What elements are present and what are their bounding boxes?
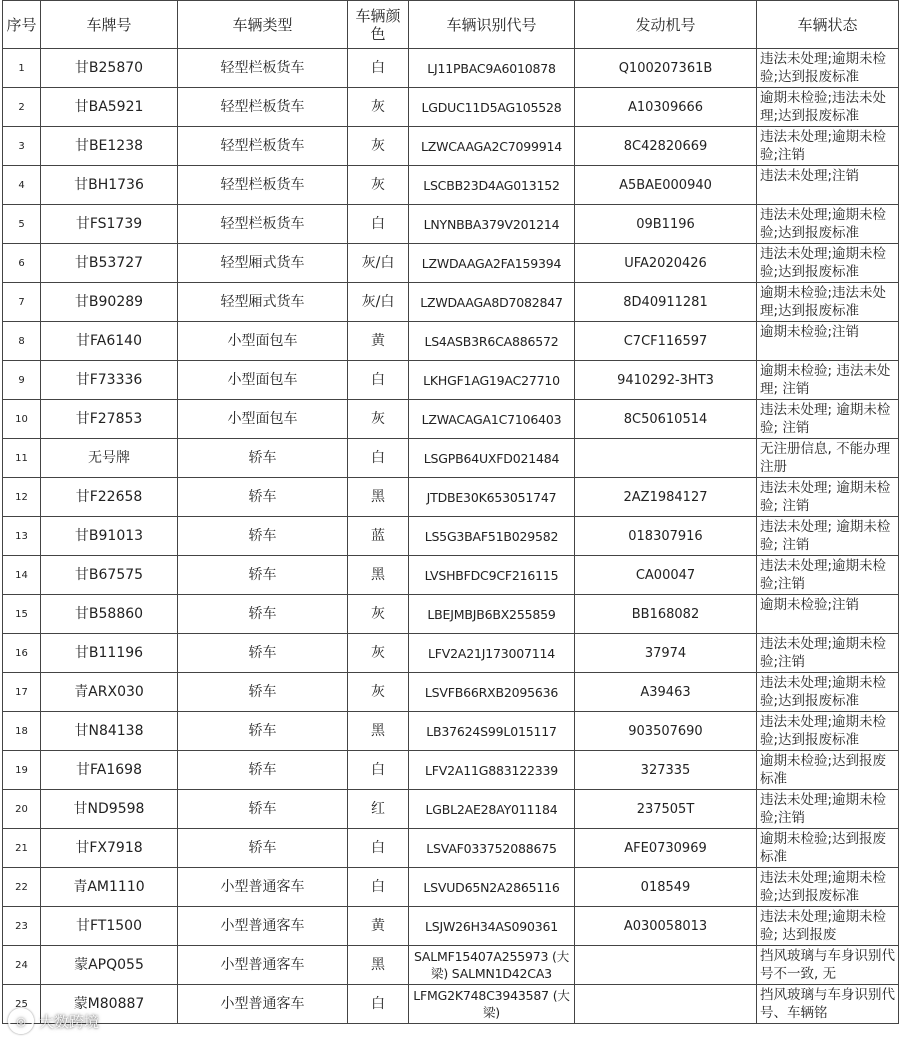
cell-no: 18 [3,712,41,751]
cell-engine: 018307916 [575,517,757,556]
vin-text: LBEJMBJB6BX255859 [427,606,556,622]
status-text: 逾期未检验;违法未处理;达到报废标准 [760,285,887,319]
status-text: 违法未处理;逾期未检验;达到报废标准 [760,207,887,241]
cell-engine: 237505T [575,790,757,829]
table-row [3,790,899,829]
table-row [3,244,899,283]
cell-type: 小型面包车 [178,400,348,439]
status-text: 挡风玻璃与车身识别代号不一致, 无 [760,948,895,982]
table-row [3,829,899,868]
cell-plate: 蒙APQ055 [41,946,178,985]
cell-color: 白 [348,868,409,907]
vin-text: LB37624S99L015117 [426,723,557,739]
cell-color: 红 [348,790,409,829]
cell-plate: 甘B25870 [41,49,178,88]
table-row [3,439,899,478]
status-text: 违法未处理;逾期未检验;达到报废标准 [760,51,887,85]
cell-vin [409,829,575,868]
status-text: 违法未处理;逾期未检验;注销 [760,636,887,670]
cell-color: 黑 [348,478,409,517]
vin-text: JTDBE30K653051747 [426,489,557,505]
cell-vin [409,673,575,712]
vin-text: LGDUC11D5AG105528 [421,99,562,115]
table-row [3,946,899,985]
cell-plate: 甘B53727 [41,244,178,283]
cell-plate: 甘FX7918 [41,829,178,868]
cell-vin [409,88,575,127]
table-row [3,751,899,790]
cell-plate: 甘B67575 [41,556,178,595]
cell-status [757,517,899,556]
cell-plate: 蒙M80887 [41,985,178,1024]
vin-text: LZWDAAGA2FA159394 [421,255,562,271]
cell-plate: 甘BA5921 [41,88,178,127]
status-text: 违法未处理;逾期未检验;达到报废标准 [760,675,887,709]
cell-type: 轿车 [178,673,348,712]
cell-plate: 青ARX030 [41,673,178,712]
vin-text: LGBL2AE28AY011184 [425,801,558,817]
vin-text: SALMF15407A255973 (大梁) SALMN1D42CA3 [413,949,570,981]
table-row [3,517,899,556]
status-text: 逾期未检验;达到报废标准 [760,753,887,787]
cell-no: 20 [3,790,41,829]
cell-type: 轻型栏板货车 [178,88,348,127]
cell-color: 白 [348,361,409,400]
cell-status [757,751,899,790]
cell-color: 黄 [348,907,409,946]
status-text: 违法未处理;逾期未检验;注销 [760,558,887,592]
table-row [3,400,899,439]
cell-color: 灰 [348,88,409,127]
cell-color: 黑 [348,946,409,985]
table-row [3,556,899,595]
cell-vin [409,751,575,790]
table-row [3,868,899,907]
vin-text: LFV2A11G883122339 [425,762,558,778]
cell-color: 灰 [348,127,409,166]
cell-status [757,322,899,361]
cell-plate: 甘BE1238 [41,127,178,166]
cell-status [757,985,899,1024]
cell-type: 轿车 [178,790,348,829]
cell-type: 轻型栏板货车 [178,166,348,205]
cell-type: 小型普通客车 [178,985,348,1024]
cell-vin [409,985,575,1024]
vin-text: LSVUD65N2A2865116 [423,879,560,895]
cell-status [757,946,899,985]
vin-text: LVSHBFDC9CF216115 [424,567,559,583]
table-row [3,205,899,244]
cell-color: 灰 [348,634,409,673]
vin-text: LSCBB23D4AG013152 [423,177,560,193]
cell-engine: A39463 [575,673,757,712]
cell-no: 16 [3,634,41,673]
cell-status [757,244,899,283]
cell-no: 21 [3,829,41,868]
cell-vin [409,400,575,439]
status-text: 违法未处理;逾期未检验;注销 [760,792,887,826]
cell-no: 8 [3,322,41,361]
cell-status [757,127,899,166]
vin-text: LZWDAAGA8D7082847 [420,294,563,310]
cell-status [757,868,899,907]
header-vin: 车辆识别代号 [409,1,575,49]
cell-plate: 甘B91013 [41,517,178,556]
cell-color: 白 [348,49,409,88]
cell-status [757,790,899,829]
cell-no: 24 [3,946,41,985]
cell-type: 轻型栏板货车 [178,49,348,88]
vehicle-table [2,0,899,1024]
table-body [3,49,899,1024]
cell-engine: 903507690 [575,712,757,751]
cell-plate: 甘BH1736 [41,166,178,205]
cell-status [757,283,899,322]
cell-type: 轻型厢式货车 [178,244,348,283]
cell-color: 灰/白 [348,244,409,283]
cell-type: 小型面包车 [178,361,348,400]
cell-plate: 甘FT1500 [41,907,178,946]
cell-color: 灰 [348,166,409,205]
cell-no: 3 [3,127,41,166]
header-color: 车辆颜色 [348,1,409,49]
cell-color: 灰/白 [348,283,409,322]
cell-plate: 甘B90289 [41,283,178,322]
cell-engine: 2AZ1984127 [575,478,757,517]
cell-status [757,478,899,517]
table-row [3,166,899,205]
cell-no: 22 [3,868,41,907]
cell-color: 黑 [348,556,409,595]
cell-engine: A030058013 [575,907,757,946]
cell-engine: CA00047 [575,556,757,595]
cell-no: 5 [3,205,41,244]
cell-engine: 09B1196 [575,205,757,244]
cell-engine: A10309666 [575,88,757,127]
cell-type: 轿车 [178,634,348,673]
table-row [3,985,899,1024]
cell-plate: 甘N84138 [41,712,178,751]
cell-vin [409,439,575,478]
status-text: 违法未处理;逾期未检验;达到报废标准 [760,714,887,748]
cell-plate: 甘FS1739 [41,205,178,244]
cell-vin [409,49,575,88]
cell-color: 黄 [348,322,409,361]
cell-status [757,712,899,751]
cell-color: 灰 [348,595,409,634]
cell-no: 4 [3,166,41,205]
header-engine: 发动机号 [575,1,757,49]
cell-engine: AFE0730969 [575,829,757,868]
cell-status [757,673,899,712]
status-text: 违法未处理;逾期未检验; 达到报废 [760,909,887,943]
cell-plate: 甘F27853 [41,400,178,439]
cell-no: 23 [3,907,41,946]
cell-engine: UFA2020426 [575,244,757,283]
cell-type: 轻型栏板货车 [178,127,348,166]
cell-color: 白 [348,439,409,478]
cell-engine: 327335 [575,751,757,790]
cell-status [757,166,899,205]
cell-vin [409,907,575,946]
cell-no: 12 [3,478,41,517]
vin-text: LSGPB64UXFD021484 [423,450,560,466]
header-status: 车辆状态 [757,1,899,49]
vin-text: LFMG2K748C3943587 (大梁) [413,988,570,1020]
cell-color: 白 [348,985,409,1024]
cell-no: 19 [3,751,41,790]
cell-vin [409,946,575,985]
cell-vin [409,283,575,322]
cell-no: 15 [3,595,41,634]
status-text: 逾期未检验;违法未处理;达到报废标准 [760,90,887,124]
cell-type: 轿车 [178,829,348,868]
cell-color: 蓝 [348,517,409,556]
cell-vin [409,634,575,673]
cell-status [757,556,899,595]
cell-type: 轿车 [178,712,348,751]
cell-no: 10 [3,400,41,439]
status-text: 无注册信息, 不能办理注册 [760,441,891,475]
vin-text: LZWACAGA1C7106403 [421,411,562,427]
cell-type: 轻型栏板货车 [178,205,348,244]
cell-no: 13 [3,517,41,556]
status-text: 违法未处理;逾期未检验;注销 [760,129,887,163]
cell-vin [409,244,575,283]
cell-engine: 8C42820669 [575,127,757,166]
vin-text: LS5G3BAF51B029582 [424,528,559,544]
cell-vin [409,712,575,751]
cell-color: 白 [348,751,409,790]
cell-engine: A5BAE000940 [575,166,757,205]
vin-text: LSVAF033752088675 [426,840,557,856]
status-text: 逾期未检验;注销 [760,597,860,613]
cell-no: 14 [3,556,41,595]
camera-logo-icon: ◎ [8,1008,34,1034]
cell-color: 白 [348,205,409,244]
cell-engine: 9410292-3HT3 [575,361,757,400]
cell-plate: 甘B58860 [41,595,178,634]
status-text: 违法未处理;逾期未检验;达到报废标准 [760,870,887,904]
table-row [3,49,899,88]
cell-type: 小型普通客车 [178,946,348,985]
cell-status [757,205,899,244]
cell-type: 轻型厢式货车 [178,283,348,322]
table-row [3,478,899,517]
cell-type: 小型普通客车 [178,907,348,946]
cell-type: 轿车 [178,751,348,790]
cell-no: 11 [3,439,41,478]
table-row [3,127,899,166]
cell-no: 6 [3,244,41,283]
cell-plate: 甘FA6140 [41,322,178,361]
cell-type: 轿车 [178,595,348,634]
cell-vin [409,556,575,595]
cell-color: 灰 [348,400,409,439]
table-row [3,322,899,361]
cell-color: 黑 [348,712,409,751]
cell-engine [575,946,757,985]
table-header-row [3,1,899,49]
cell-plate: 甘F73336 [41,361,178,400]
vin-text: LNYNBBA379V201214 [423,216,560,232]
cell-color: 灰 [348,673,409,712]
cell-no: 9 [3,361,41,400]
status-text: 逾期未检验;注销 [760,324,860,340]
vin-text: LKHGF1AG19AC27710 [423,372,560,388]
table-row [3,283,899,322]
cell-type: 轿车 [178,439,348,478]
cell-type: 小型面包车 [178,322,348,361]
cell-engine: Q100207361B [575,49,757,88]
cell-vin [409,517,575,556]
header-no: 序号 [3,1,41,49]
cell-type: 轿车 [178,478,348,517]
cell-plate: 甘B11196 [41,634,178,673]
vin-text: LFV2A21J173007114 [428,645,555,661]
vin-text: LS4ASB3R6CA886572 [424,333,559,349]
cell-no: 1 [3,49,41,88]
status-text: 违法未处理; 逾期未检验; 注销 [760,402,891,436]
cell-no: 17 [3,673,41,712]
cell-status [757,88,899,127]
cell-engine [575,985,757,1024]
cell-status [757,361,899,400]
cell-engine [575,439,757,478]
table-row [3,712,899,751]
cell-vin [409,478,575,517]
cell-no: 2 [3,88,41,127]
cell-color: 白 [348,829,409,868]
cell-status [757,400,899,439]
cell-no: 7 [3,283,41,322]
status-text: 逾期未检验;达到报废标准 [760,831,887,865]
cell-status [757,829,899,868]
cell-engine: C7CF116597 [575,322,757,361]
cell-vin [409,127,575,166]
vin-text: LJ11PBAC9A6010878 [427,60,556,76]
watermark-text: 大数跨境 [39,1012,100,1031]
cell-vin [409,166,575,205]
cell-engine: 8D40911281 [575,283,757,322]
cell-no: 25 [3,985,41,1024]
cell-plate: 青AM1110 [41,868,178,907]
cell-engine: 37974 [575,634,757,673]
cell-vin [409,361,575,400]
status-text: 逾期未检验; 违法未处理; 注销 [760,363,891,397]
cell-vin [409,595,575,634]
status-text: 挡风玻璃与车身识别代号、车辆铭 [760,987,895,1021]
cell-engine: BB168082 [575,595,757,634]
vin-text: LSVFB66RXB2095636 [424,684,559,700]
cell-plate: 甘ND9598 [41,790,178,829]
cell-status [757,907,899,946]
cell-vin [409,790,575,829]
vin-text: LSJW26H34AS090361 [425,918,558,934]
cell-plate: 甘F22658 [41,478,178,517]
cell-engine: 018549 [575,868,757,907]
status-text: 违法未处理; 逾期未检验; 注销 [760,519,891,553]
header-type: 车辆类型 [178,1,348,49]
table-row [3,907,899,946]
vin-text: LZWCAAGA2C7099914 [420,138,563,154]
watermark [8,1008,99,1034]
cell-type: 小型普通客车 [178,868,348,907]
cell-type: 轿车 [178,556,348,595]
cell-status [757,439,899,478]
cell-engine: 8C50610514 [575,400,757,439]
table-row [3,634,899,673]
status-text: 违法未处理;注销 [760,168,860,184]
cell-status [757,49,899,88]
table-row [3,88,899,127]
cell-vin [409,322,575,361]
header-plate: 车牌号 [41,1,178,49]
cell-vin [409,868,575,907]
table-row [3,673,899,712]
status-text: 违法未处理;逾期未检验;达到报废标准 [760,246,887,280]
cell-plate: 无号牌 [41,439,178,478]
status-text: 违法未处理; 逾期未检验; 注销 [760,480,891,514]
cell-vin [409,205,575,244]
table-row [3,595,899,634]
cell-status [757,634,899,673]
table-row [3,361,899,400]
cell-type: 轿车 [178,517,348,556]
cell-plate: 甘FA1698 [41,751,178,790]
cell-status [757,595,899,634]
